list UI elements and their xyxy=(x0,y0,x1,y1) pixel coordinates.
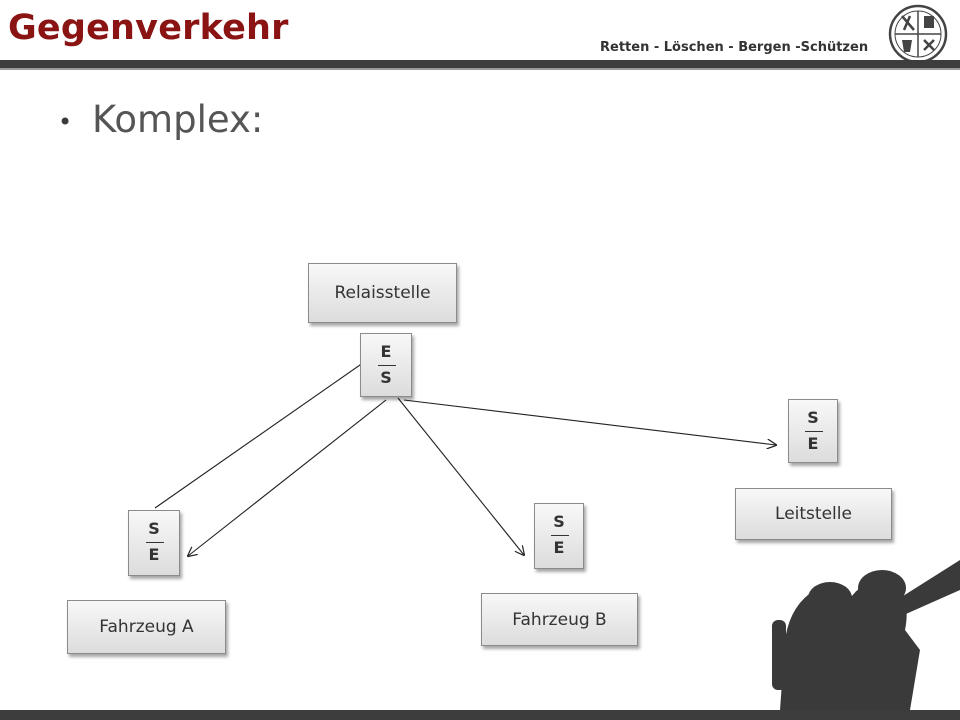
bullet-marker: • xyxy=(58,108,73,136)
fraction-line xyxy=(805,431,823,432)
firefighters-silhouette-icon xyxy=(760,560,960,710)
page-title: Gegenverkehr xyxy=(8,8,289,48)
fahrzeug-b-se-box xyxy=(534,503,584,569)
fahrzeug-a-label: Fahrzeug A xyxy=(99,617,194,637)
relaisstelle-bottom-letter: S xyxy=(380,368,392,387)
fahrzeug-a-se-box xyxy=(128,510,180,576)
fahrzeug-a-bottom-letter: E xyxy=(148,545,160,564)
relaisstelle-label: Relaisstelle xyxy=(334,283,431,303)
fahrzeug-b-top-letter: S xyxy=(553,512,565,531)
leitstelle-top-letter: S xyxy=(807,408,819,427)
fraction-line xyxy=(146,542,164,543)
bullet-text: Komplex: xyxy=(92,98,264,141)
arrow-fahrzeug-a-to-relais xyxy=(155,358,370,508)
fraction-line xyxy=(378,365,396,366)
fahrzeug-b-bottom-letter: E xyxy=(553,538,565,557)
arrow-relais-to-leitstelle xyxy=(404,400,776,445)
footer-bar xyxy=(0,710,960,720)
fahrzeug-b-label: Fahrzeug B xyxy=(512,609,607,630)
fahrzeug-b-box xyxy=(481,593,638,646)
fahrzeug-a-top-letter: S xyxy=(148,519,160,538)
relaisstelle-es-box xyxy=(360,333,412,397)
header-tagline: Retten - Löschen - Bergen -Schützen xyxy=(600,40,869,55)
relaisstelle-top-letter: E xyxy=(380,342,392,361)
leitstelle-bottom-letter: E xyxy=(807,434,819,453)
fahrzeug-a-box xyxy=(67,600,226,654)
leitstelle-box xyxy=(735,488,892,540)
leitstelle-label: Leitstelle xyxy=(775,504,852,524)
relaisstelle-box xyxy=(308,263,457,323)
arrow-relais-to-fahrzeug-b xyxy=(398,398,524,555)
leitstelle-se-box xyxy=(788,399,838,463)
fraction-line xyxy=(551,535,569,536)
arrow-relais-to-fahrzeug-a xyxy=(188,400,386,556)
